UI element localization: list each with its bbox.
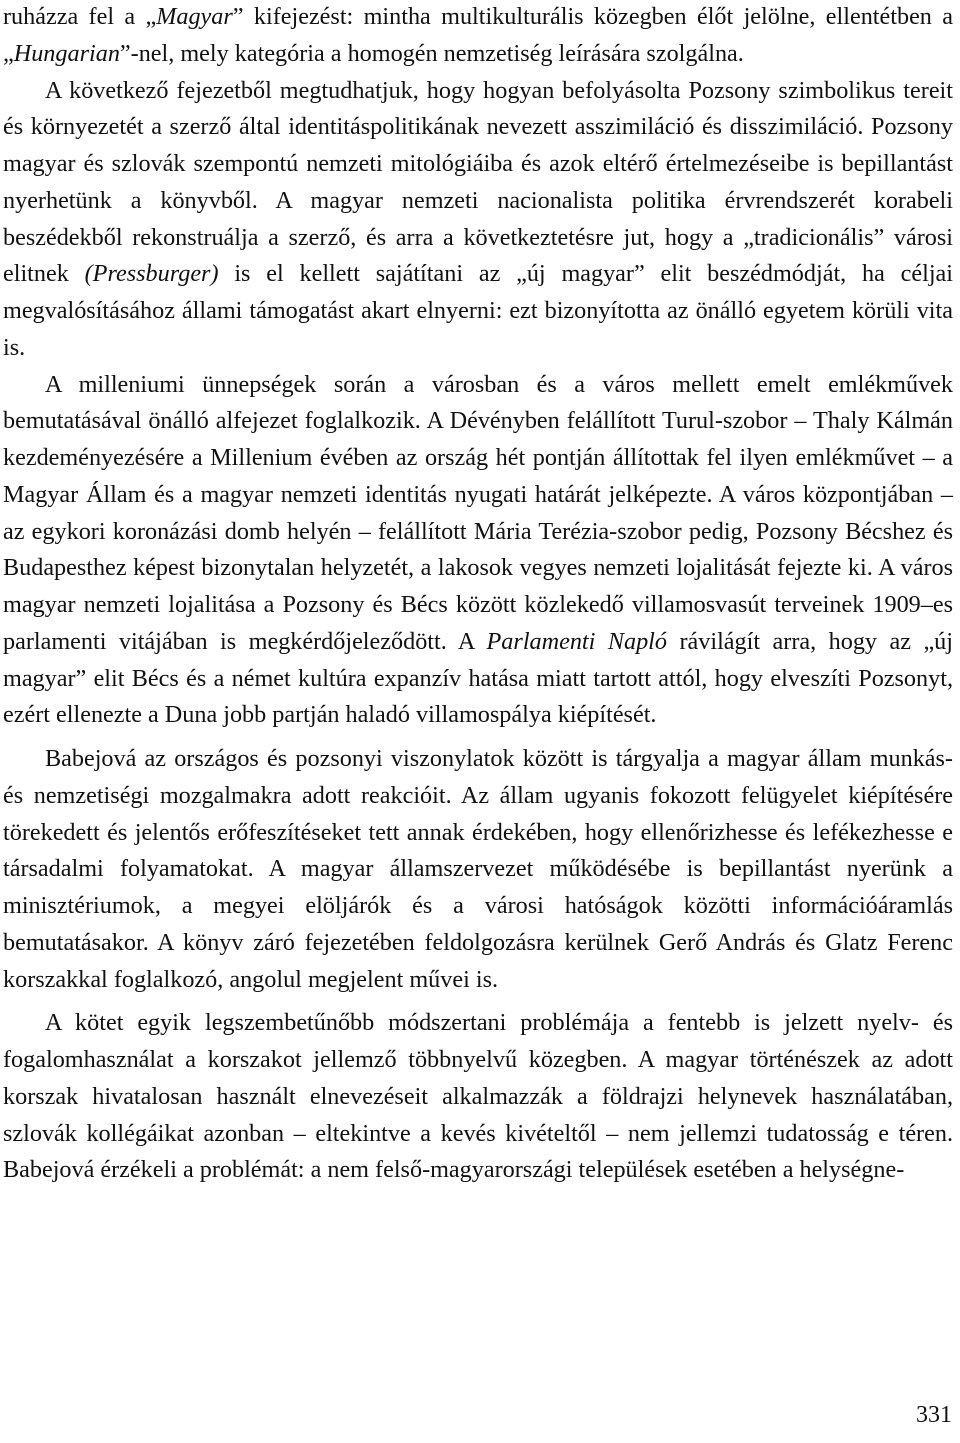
paragraph-state-reactions: [3, 741, 953, 998]
paragraph-millennium-monuments: [3, 367, 953, 735]
paragraph-methodology: [3, 1005, 953, 1189]
text-run: Babejová az országos és pozsonyi viszonylatok között is tárgyalja a magyar állam munkás- és nemzetiségi mozgalmakra adott reakcióit. Az állam ugyanis fokozott felügyelet kiépítésére törekedett és jelentős erőfeszítéseket tett annak érdekében, hogy ellenőrizhesse és lefékezhesse e társadalmi folyamatokat. A magyar államszervezet működésébe is bepillantást nyerünk a minisztériumok, a megyei elöljárók és a városi hatóságok közötti információáramlás bemutatásakor. A könyv záró fejezetében feldolgozásra kerülnek Gerő András és Glatz Ferenc korszakkal foglalkozó, angolul megjelent művei is.: [3, 745, 953, 993]
text-run: ”-nel, mely kategória a homogén nemzetiség leírására szolgálna.: [119, 39, 744, 67]
italic-term-magyar: Magyar: [156, 3, 233, 30]
text-run: A milleniumi ünnepségek során a városban és a város mellett emelt emlékművek bemutatásával önálló alfejezet foglalkozik. A Dévényben felállított Turul-szobor – Thaly Kálmán kezdeményezésére a Millenium évében az ország hét pontján állítottak fel ilyen emlékművet – a Magyar Állam és a magyar nemzeti identitás nyugati határát jelképezte. A város központjában – az egykori koronázási domb helyén – felállított Mária Terézia-szobor pedig, Pozsony Bécshez és Budapesthez képest bizonytalan helyzetét, a lakosok vegyes nemzeti lojalitását fejezte ki. A város magyar nemzeti lojalitása a Pozsony és Bécs között közlekedő villamosvasút terveinek 1909–es parlamenti vitájában is megkérdőjeleződött. A: [3, 370, 953, 655]
text-run: is el kellett sajátítani az „új magyar” elit beszédmódját, ha céljai megvalósításához állami támogatást akart elnyerni: ezt bizonyította az önálló egyetem körüli vita is.: [3, 260, 953, 361]
page-number: 331: [916, 1402, 952, 1428]
article-body: [3, 0, 953, 1189]
italic-term-hungarian: Hungarian: [13, 39, 120, 67]
text-run: A kötet egyik legszembetűnőbb módszertani problémája a fentebb is jelzett nyelv- és fogalomhasználat a korszakot jellemző többnyelvű közegben. A magyar történészek az adott korszak hivatalosan használt elnevezéseit alkalmazzák a földrajzi helynevek használatában, szlovák kollégáikat azonban – eltekintve a kevés kivételtől – nem jellemzi tudatosság e téren. Babejová érzékeli a problémát: a nem felső-magyarországi települések esetében a helységne-: [3, 1009, 953, 1184]
text-run: A következő fejezetből megtudhatjuk, hogy hogyan befolyásolta Pozsony szimbolikus tereit és környezetét a szerző által identitáspolitikának nevezett asszimiláció és disszimiláció. Pozsony magyar és szlovák szempontú nemzeti mitológiáiba és azok eltérő értelmezéseibe is bepillantást nyerhetünk a könyvből. A magyar nemzeti nacionalista politika érvrendszerét korabeli beszédekből rekonstruálja a szerző, és arra a következtetésre jut, hogy a „tradicionális” városi elitnek: [3, 76, 953, 288]
text-run: ruházza fel a „: [3, 3, 157, 30]
text-run: ” kifejezést: mintha multikulturális közegben élőt jelölne, ellentétben a „: [3, 3, 953, 67]
paragraph-continuation: [3, 0, 953, 73]
paragraph-symbolic-spaces: [3, 73, 953, 367]
italic-term-pressburger: (Pressburger): [84, 260, 219, 288]
text-run: rávilágít arra, hogy az „új magyar” elit Bécs és a német kultúra expanzív hatása miatt tartott attól, hogy elveszíti Pozsonyt, ezért ellenezte a Duna jobb partján haladó villamospálya kiépítését.: [3, 627, 953, 729]
italic-title-parlamenti-naplo: Parlamenti Napló: [486, 627, 667, 655]
